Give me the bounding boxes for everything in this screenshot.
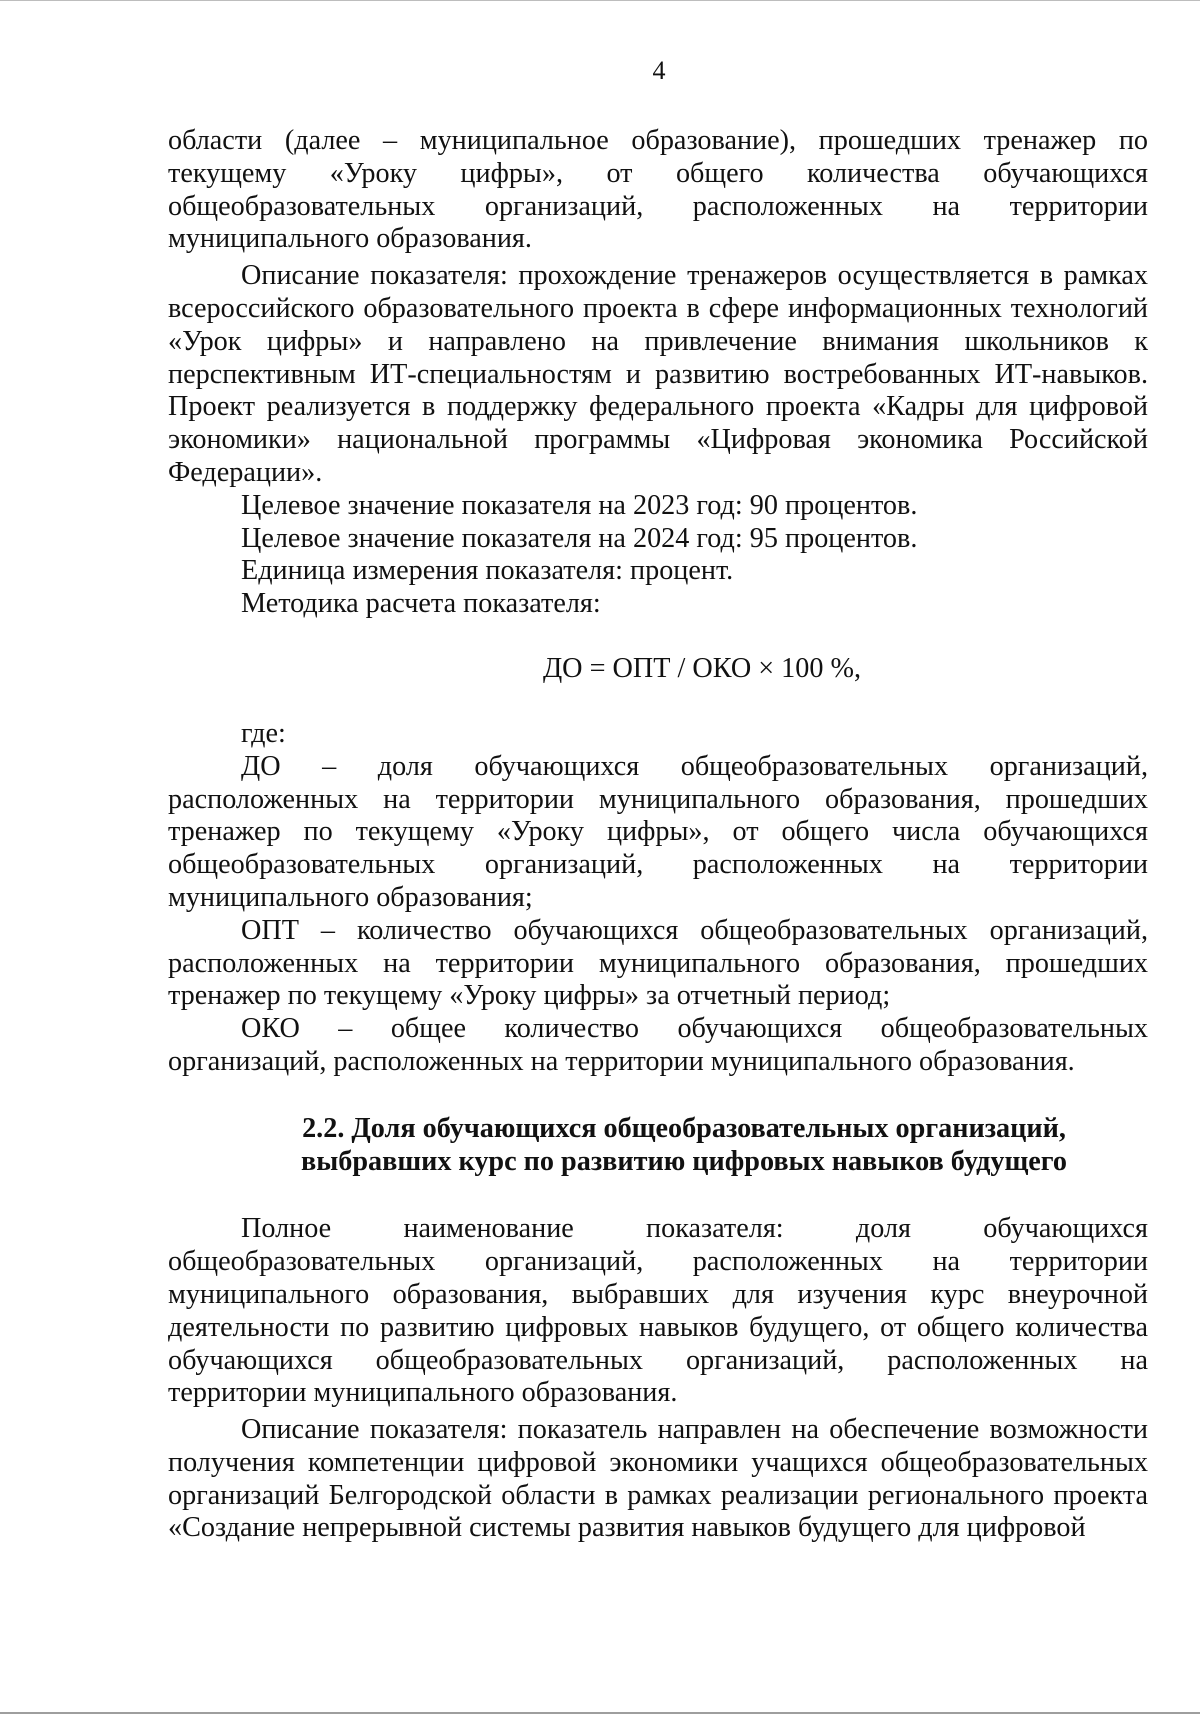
paragraph-description-2: Описание показателя: показатель направлен на обеспечение возможности получения компетенции цифровой экономики учащихся общеобразовательных организаций Белгородской области в рамках реализации регионального проекта «Создание непрерывной системы развития навыков будущего для цифровой	[168, 1414, 1148, 1544]
document-body	[168, 125, 1148, 1545]
section-heading-line-1: 2.2. Доля обучающихся общеобразовательных организаций,	[302, 1112, 1066, 1144]
page-number: 4	[652, 56, 666, 85]
paragraph-continuation: области (далее – муниципальное образование), прошедших тренажер по текущему «Уроку цифры», от общего количества обучающихся общеобразовательных организаций, расположенных на территории муниципального образования.	[168, 125, 1148, 255]
paragraph-target-2024: Целевое значение показателя на 2024 год: 95 процентов.	[241, 522, 918, 554]
formula: ДО = ОПТ / ОКО × 100 %,	[542, 652, 862, 684]
paragraph-description: Описание показателя: прохождение тренажеров осуществляется в рамках всероссийского образовательного проекта в сфере информационных технологий «Урок цифры» и направлено на привлечение внимания школьников к перспективным ИТ-специальностям и развитию востребованных ИТ-навыков. Проект реализуется в поддержку федерального проекта «Кадры для цифровой экономики» национальной программы «Цифровая экономика Российской Федерации».	[168, 260, 1148, 488]
definition-opt: ОПТ – количество обучающихся общеобразовательных организаций, расположенных на территории муниципального образования, прошедших тренажер по текущему «Уроку цифры» за отчетный период;	[168, 914, 1148, 1012]
where-label: где:	[241, 717, 286, 749]
definition-oko: ОКО – общее количество обучающихся общеобразовательных организаций, расположенных на территории муниципального образования.	[168, 1013, 1148, 1077]
paragraph-full-name: Полное наименование показателя: доля обучающихся общеобразовательных организаций, расположенных на территории муниципального образования, выбравших для изучения курс внеурочной деятельности по развитию цифровых навыков будущего, от общего количества обучающихся общеобразовательных организаций, расположенных на территории муниципального образования.	[168, 1213, 1148, 1409]
section-heading-line-2: выбравших курс по развитию цифровых навыков будущего	[301, 1145, 1067, 1177]
page-top-edge	[0, 0, 1200, 1]
paragraph-unit: Единица измерения показателя: процент.	[241, 555, 734, 587]
definition-do: ДО – доля обучающихся общеобразовательных организаций, расположенных на территории муниципального образования, прошедших тренажер по текущему «Уроку цифры», от общего числа обучающихся общеобразовательных организаций, расположенных на территории муниципального образования;	[168, 750, 1148, 913]
paragraph-method: Методика расчета показателя:	[241, 588, 601, 620]
paragraph-target-2023: Целевое значение показателя на 2023 год: 90 процентов.	[241, 489, 918, 521]
section-heading	[168, 1113, 1148, 1179]
